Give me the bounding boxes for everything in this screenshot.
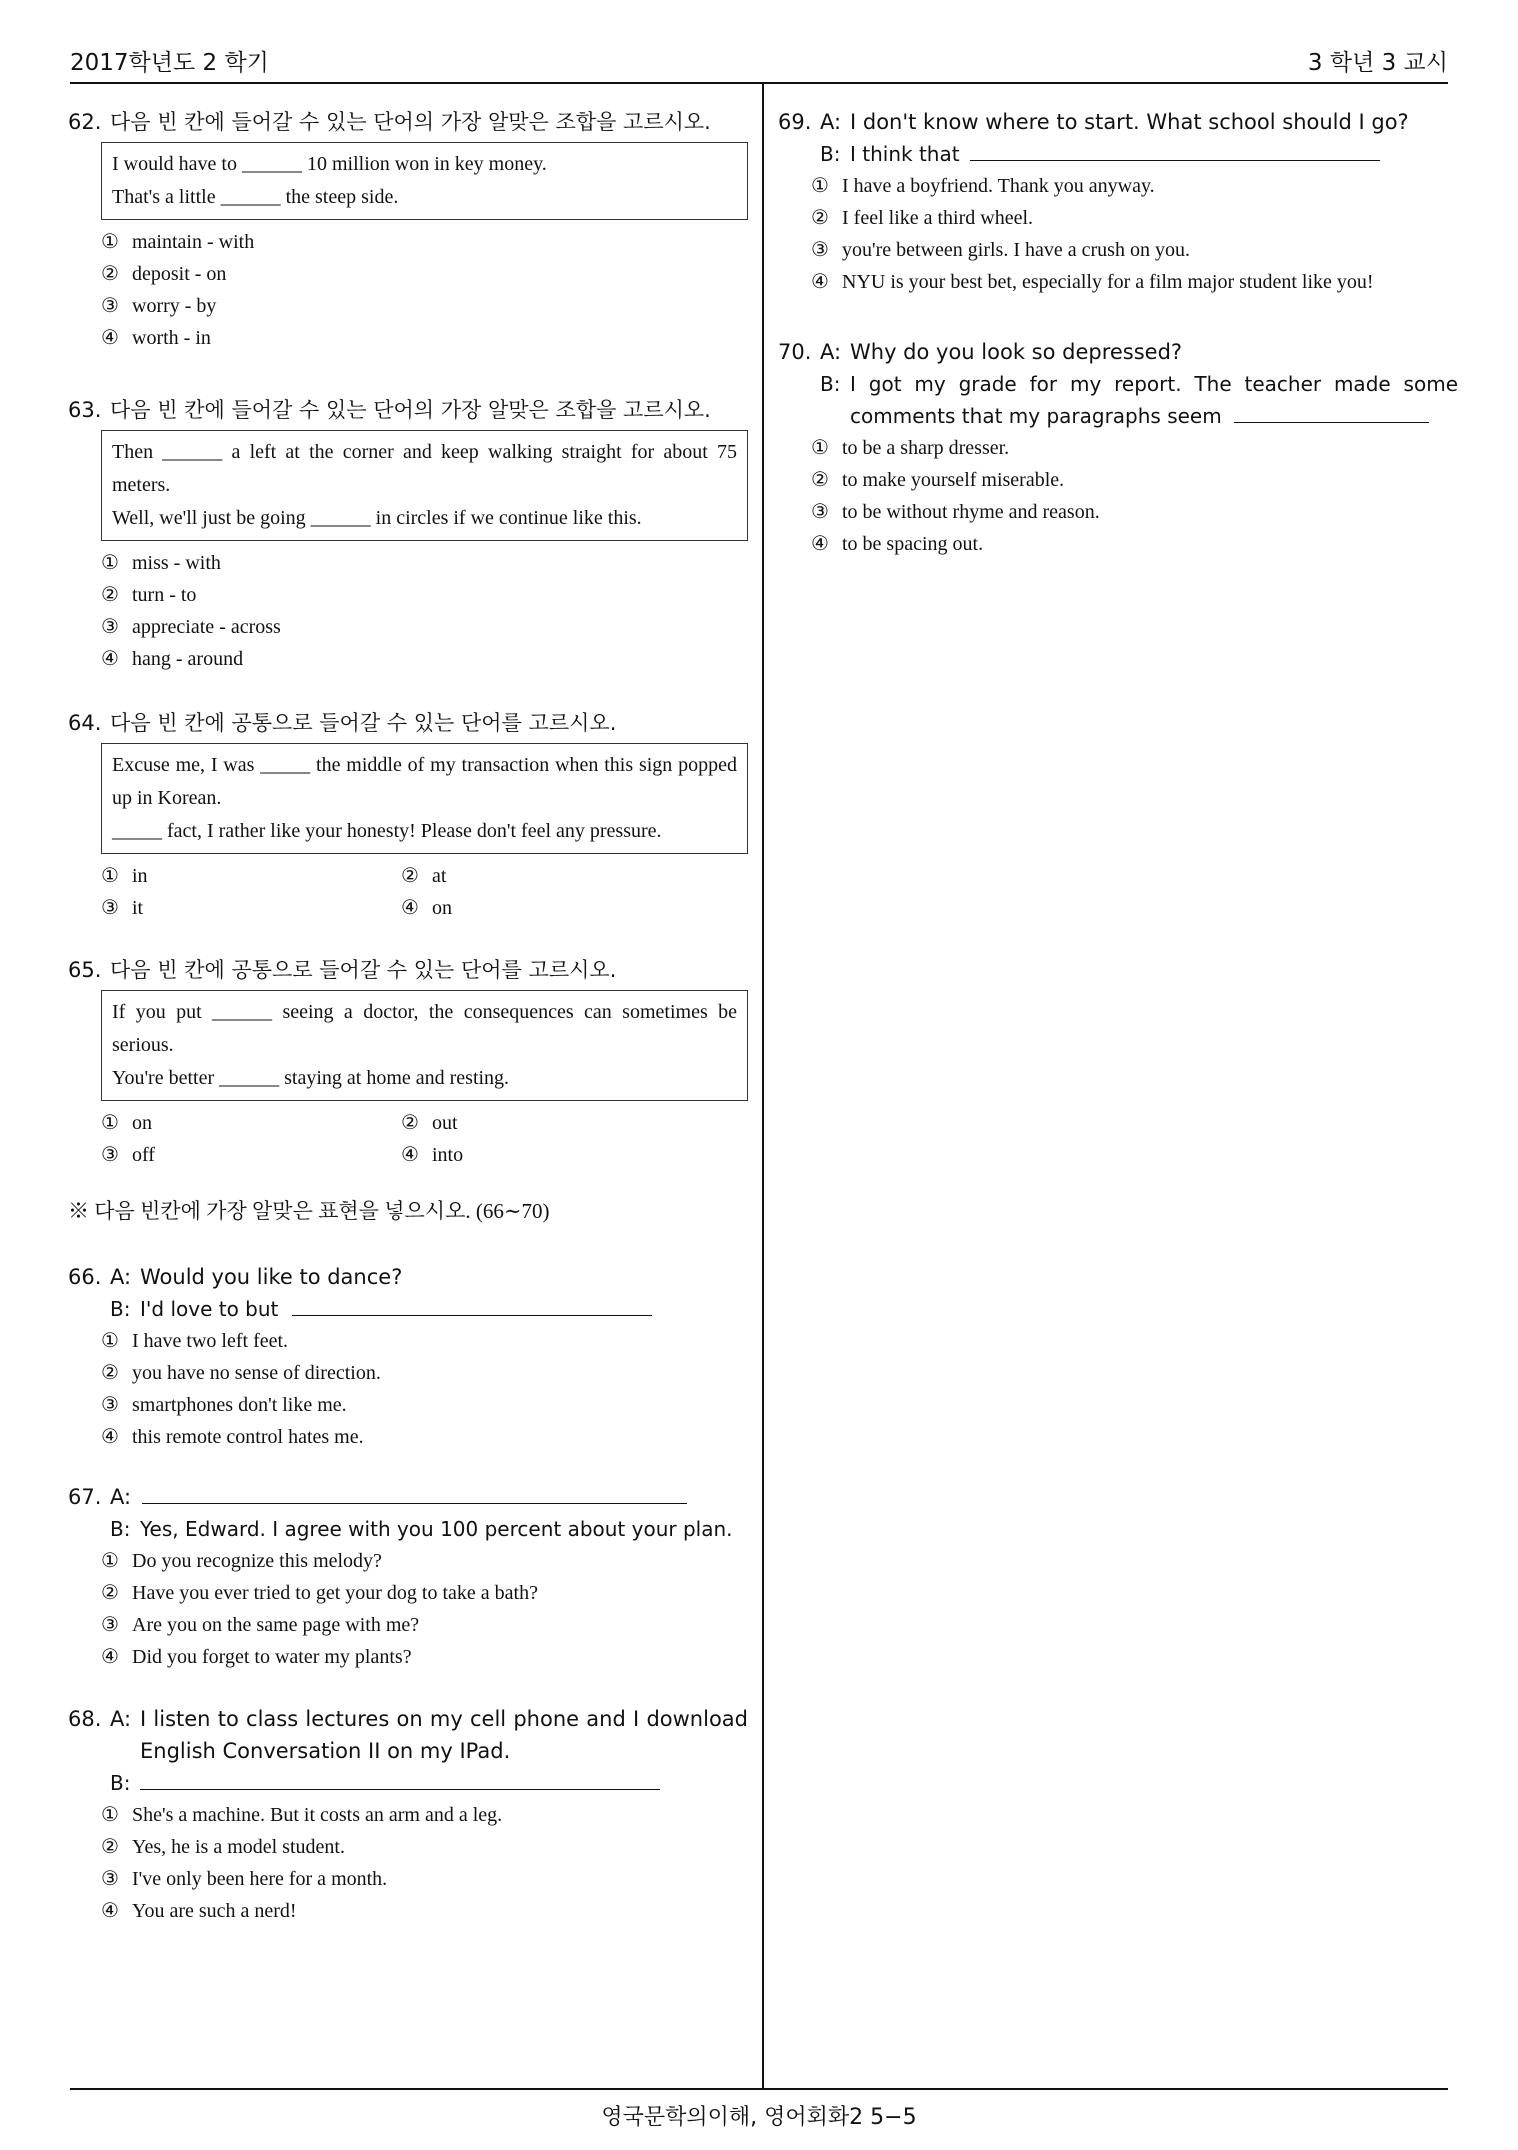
- option-4[interactable]: ④ worth - in: [101, 327, 211, 349]
- header-rule: [70, 82, 1448, 84]
- question-box: [101, 430, 748, 541]
- dialog-a: Would you like to dance?: [140, 1265, 403, 1289]
- question-number: 69.: [778, 110, 812, 134]
- question-69: 69. A: I don't know where to start. What school should I go? B: I think that ① I have a boyfriend. Thank you anyway. ② I feel like a third wheel. ③ you're between girls. I have a crush on you. ④ NYU is your best bet, especially for a film major student like you!: [778, 106, 1458, 298]
- option-2[interactable]: ② Have you ever tried to get your dog to take a bath?: [101, 1582, 538, 1604]
- option-2[interactable]: ② to make yourself miserable.: [811, 469, 1065, 491]
- question-number: 66.: [68, 1265, 102, 1289]
- box-line: Well, we'll just be going ______ in circles if we continue like this.: [112, 507, 642, 529]
- option-3[interactable]: ③ smartphones don't like me.: [101, 1394, 347, 1416]
- option-1[interactable]: ① I have two left feet.: [101, 1330, 289, 1352]
- option-4[interactable]: ④ this remote control hates me.: [101, 1426, 364, 1448]
- question-number: 62.: [68, 110, 102, 134]
- dialog-b: I'd love to but: [140, 1297, 279, 1321]
- header-term: 2017학년도 2 학기: [70, 50, 269, 76]
- box-line: If you put ______ seeing a doctor, the consequences can sometimes be serious.: [112, 1001, 737, 1056]
- dialog-b: I think that: [850, 142, 960, 166]
- answer-blank: [140, 1767, 660, 1790]
- question-number: 68.: [68, 1707, 102, 1731]
- option-2[interactable]: ② Yes, he is a model student.: [101, 1836, 345, 1858]
- question-number: 64.: [68, 711, 102, 735]
- instruction-note: ※ 다음 빈칸에 가장 알맞은 표현을 넣으시오. (66∼70): [68, 1199, 550, 1223]
- option-3[interactable]: ③ worry - by: [101, 295, 217, 317]
- right-column: [778, 106, 1458, 602]
- footer-rule: [70, 2088, 1448, 2090]
- question-64: [68, 707, 748, 924]
- question-number: 63.: [68, 398, 102, 422]
- option-1[interactable]: ① I have a boyfriend. Thank you anyway.: [811, 175, 1155, 197]
- question-box: [101, 990, 748, 1101]
- option-2[interactable]: ② you have no sense of direction.: [101, 1362, 381, 1384]
- options: [101, 1325, 748, 1453]
- box-line: _____ fact, I rather like your honesty! Please don't feel any pressure.: [112, 820, 662, 842]
- box-line: That's a little ______ the steep side.: [112, 186, 399, 208]
- dialog-a: I don't know where to start. What school should I go?: [850, 110, 1409, 134]
- option-2[interactable]: ② deposit - on: [101, 263, 227, 285]
- question-box: [101, 142, 748, 220]
- options: [811, 170, 1458, 298]
- question-number: 67.: [68, 1485, 102, 1509]
- column-divider: [762, 83, 764, 2088]
- options: [101, 860, 748, 924]
- question-68: 68. A: I listen to class lectures on my cell phone and I download English Conversation II on my IPad. B: ① She's a machine. But it costs an arm and a leg. ② Yes, he is a model student. ③ I've only been here for a month. ④ You are such a nerd!: [68, 1703, 748, 1927]
- option-3[interactable]: ③ I've only been here for a month.: [101, 1868, 388, 1890]
- option-4[interactable]: ④ into: [401, 1144, 464, 1166]
- box-line: Excuse me, I was _____ the middle of my transaction when this sign popped up in Korean.: [112, 754, 737, 809]
- question-prompt: 다음 빈 칸에 공통으로 들어갈 수 있는 단어를 고르시오.: [110, 958, 617, 982]
- question-65: [68, 954, 748, 1171]
- page-header: [70, 44, 1448, 78]
- left-column: [68, 106, 748, 1927]
- options: [101, 547, 748, 675]
- page-footer: 영국문학의이해, 영어회화2 5−5: [601, 2105, 917, 2130]
- header-grade-period: 3 학년 3 교시: [1307, 50, 1448, 76]
- dialog-a: Why do you look so depressed?: [850, 340, 1183, 364]
- option-2[interactable]: ② at: [401, 865, 447, 887]
- options: [101, 1799, 748, 1927]
- question-prompt: 다음 빈 칸에 공통으로 들어갈 수 있는 단어를 고르시오.: [110, 711, 617, 735]
- dialog-b: Yes, Edward. I agree with you 100 percent about your plan.: [140, 1517, 733, 1541]
- question-66: 66. A: Would you like to dance? B: I'd love to but ① I have two left feet. ② you have no sense of direction. ③ smartphones don't like me. ④ this remote control hates me.: [68, 1261, 748, 1453]
- option-1[interactable]: ① maintain - with: [101, 231, 255, 253]
- option-1[interactable]: ① on: [101, 1112, 152, 1134]
- option-1[interactable]: ① Do you recognize this melody?: [101, 1550, 382, 1572]
- dialog-a: I listen to class lectures on my cell phone and I download English Conversation II on my IPad.: [140, 1707, 748, 1763]
- options: [101, 226, 748, 354]
- option-1[interactable]: ① to be a sharp dresser.: [811, 437, 1010, 459]
- box-line: Then ______ a left at the corner and keep walking straight for about 75 meters.: [112, 441, 737, 496]
- options: [101, 1545, 748, 1673]
- option-4[interactable]: ④ You are such a nerd!: [101, 1900, 297, 1922]
- answer-blank: [1234, 400, 1429, 423]
- option-4[interactable]: ④ to be spacing out.: [811, 533, 984, 555]
- option-3[interactable]: ③ it: [101, 897, 144, 919]
- question-63: [68, 394, 748, 675]
- option-4[interactable]: ④ Did you forget to water my plants?: [101, 1646, 412, 1668]
- question-prompt: 다음 빈 칸에 들어갈 수 있는 단어의 가장 알맞은 조합을 고르시오.: [110, 398, 711, 422]
- dialog-b: I got my grade for my report. The teacher made some comments that my paragraphs seem: [850, 372, 1458, 428]
- question-box: [101, 743, 748, 854]
- question-67: 67. A: B: Yes, Edward. I agree with you 100 percent about your plan. ① Do you recognize this melody? ② Have you ever tried to get your dog to take a bath? ③ Are you on the same page with me? ④ Did you forget to water my plants?: [68, 1481, 748, 1673]
- option-3[interactable]: ③ Are you on the same page with me?: [101, 1614, 420, 1636]
- question-70: 70. A: Why do you look so depressed? B: I got my grade for my report. The teacher made some comments that my paragraphs seem ① to be a sharp dresser. ② to make yourself miserable. ③ to be without rhyme and reason. ④ to be spacing out.: [778, 336, 1458, 560]
- answer-blank: [970, 138, 1380, 161]
- option-1[interactable]: ① miss - with: [101, 552, 221, 574]
- box-line: You're better ______ staying at home and resting.: [112, 1067, 510, 1089]
- option-3[interactable]: ③ you're between girls. I have a crush on you.: [811, 239, 1190, 261]
- option-4[interactable]: ④ on: [401, 897, 452, 919]
- question-62: [68, 106, 748, 354]
- question-number: 65.: [68, 958, 102, 982]
- options: [101, 1107, 748, 1171]
- option-1[interactable]: ① She's a machine. But it costs an arm and a leg.: [101, 1804, 503, 1826]
- option-2[interactable]: ② turn - to: [101, 584, 197, 606]
- answer-blank: [142, 1481, 687, 1504]
- options: [811, 432, 1458, 560]
- question-number: 70.: [778, 340, 812, 364]
- option-3[interactable]: ③ to be without rhyme and reason.: [811, 501, 1100, 523]
- question-prompt: 다음 빈 칸에 들어갈 수 있는 단어의 가장 알맞은 조합을 고르시오.: [110, 110, 711, 134]
- option-4[interactable]: ④ NYU is your best bet, especially for a film major student like you!: [811, 271, 1374, 293]
- box-line: I would have to ______ 10 million won in key money.: [112, 153, 547, 175]
- answer-blank: [292, 1293, 652, 1316]
- option-3[interactable]: ③ appreciate - across: [101, 616, 281, 638]
- option-2[interactable]: ② I feel like a third wheel.: [811, 207, 1034, 229]
- option-2[interactable]: ② out: [401, 1112, 458, 1134]
- option-3[interactable]: ③ off: [101, 1144, 155, 1166]
- option-1[interactable]: ① in: [101, 865, 148, 887]
- option-4[interactable]: ④ hang - around: [101, 648, 244, 670]
